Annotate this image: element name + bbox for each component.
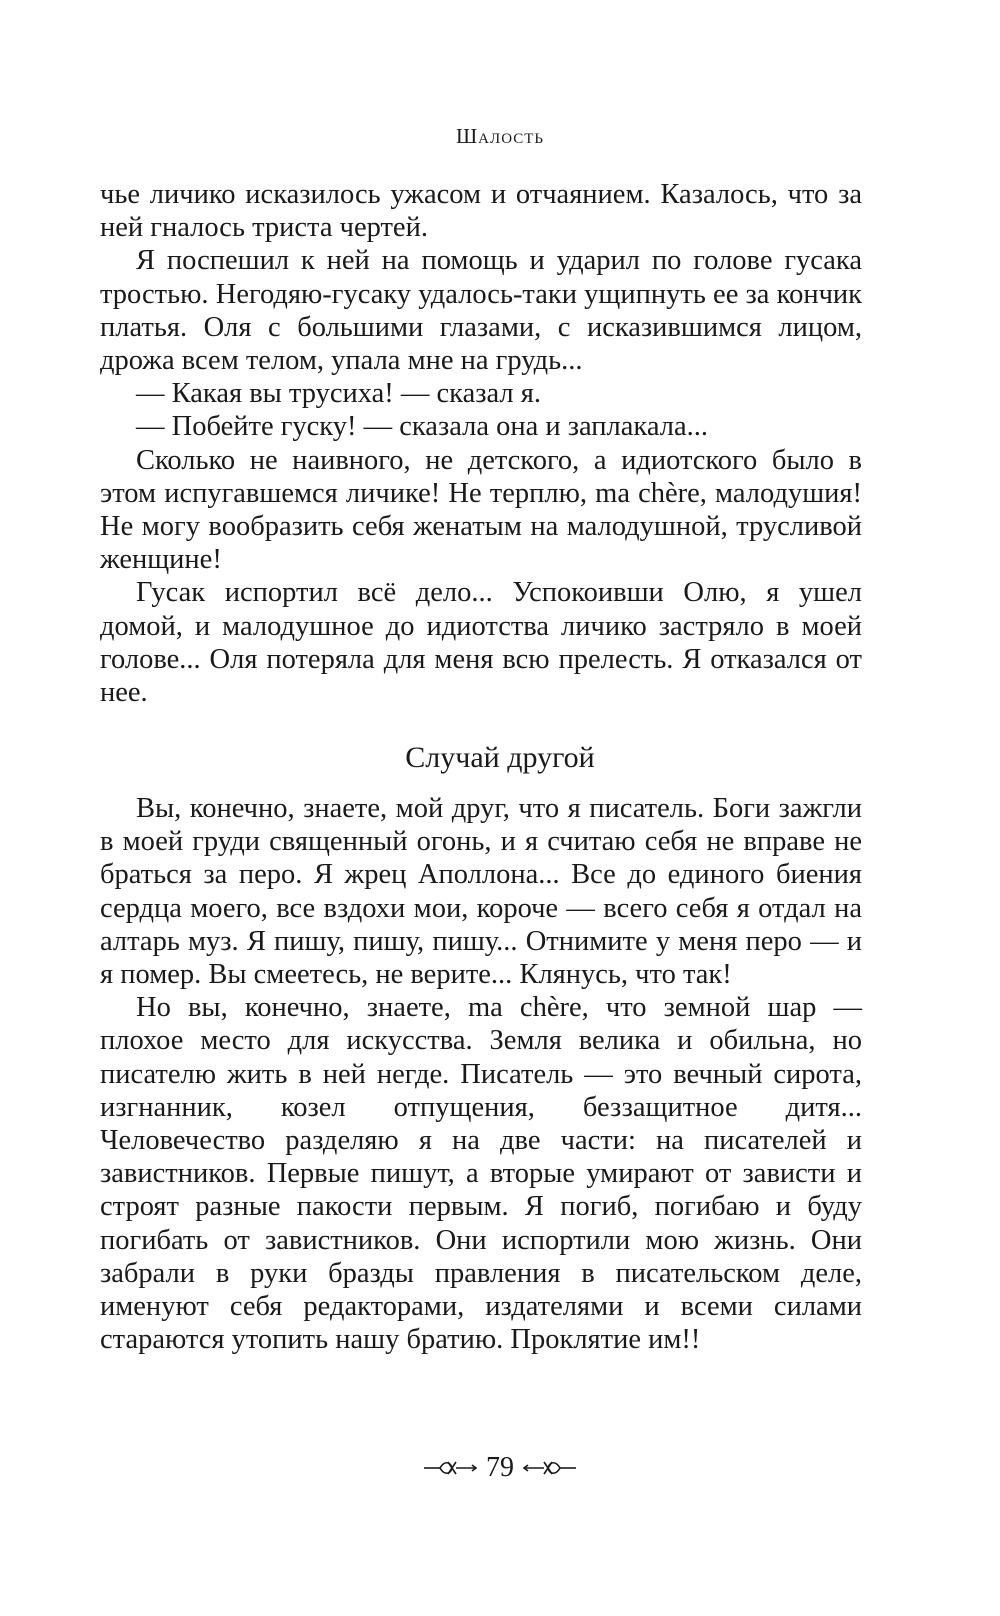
dialogue-line: — Побейте гуску! — сказала она и заплакала... [136,411,708,443]
page-folio [0,1452,1000,1484]
right-ornament-icon [522,1458,578,1478]
paragraph: чье личико исказилось ужасом и отчаянием. Казалось, что за ней гналось триста чертей. [100,179,862,244]
section-title: Случай другой [405,741,595,774]
running-head: Шалость [456,124,544,148]
paragraph: Сколько не наивного, не детского, а идиотского было в этом испугавшемся личике! Не терплю, ma chère, малодушия! Не могу вообразить себя женатым на малодушной, трусливой женщине! [100,444,862,576]
paragraph: Гусак испортил всё дело... Успокоивши Олю, я ушел домой, и малодушное до идиотства личико застряло в моей голове... Оля потеряла для меня всю прелесть. Я отказался от нее. [100,577,862,709]
paragraph: Я поспешил к ней на помощь и ударил по голове гусака тростью. Негодяю-гусаку удалось-таки ущипнуть ее за кончик платья. Оля с большими глазами, с исказившимся лицом, дрожа всем телом, упала мне на грудь... [100,245,862,377]
dialogue-line: — Какая вы трусиха! — сказал я. [136,378,541,410]
paragraph: Вы, конечно, знаете, мой друг, что я писатель. Боги зажгли в моей груди священный огонь, и я считаю себя не вправе не браться за перо. Я жрец Аполлона... Все до единого биения сердца моего, все вздохи мои, короче — всего себя я отдал на алтарь муз. Я пишу, пишу, пишу... Отнимите у меня перо — и я помер. Вы смеетесь, не верите... Клянусь, что так! [100,793,862,991]
text-block-2 [100,792,862,1356]
page-number: 79 [486,1452,514,1483]
left-ornament-icon [422,1458,478,1478]
text-block-1 [100,178,862,709]
paragraph: Но вы, конечно, знаете, ma chère, что земной шар — плохое место для искусства. Земля велика и обильна, но писателю жить в ней негде. Писатель — это вечный сирота, изгнанник, козел отпущения, беззащитное дитя... Человечество разделяю я на две части: на писателей и завистников. Первые пишут, а вторые умирают от зависти и строят разные пакости первым. Я погиб, погибаю и буду погибать от завистников. Они испортили мою жизнь. Они забрали в руки бразды правления в писательском деле, именуют себя редакторами, издателями и всеми силами стараются утопить нашу братию. Проклятие им!! [100,992,862,1356]
